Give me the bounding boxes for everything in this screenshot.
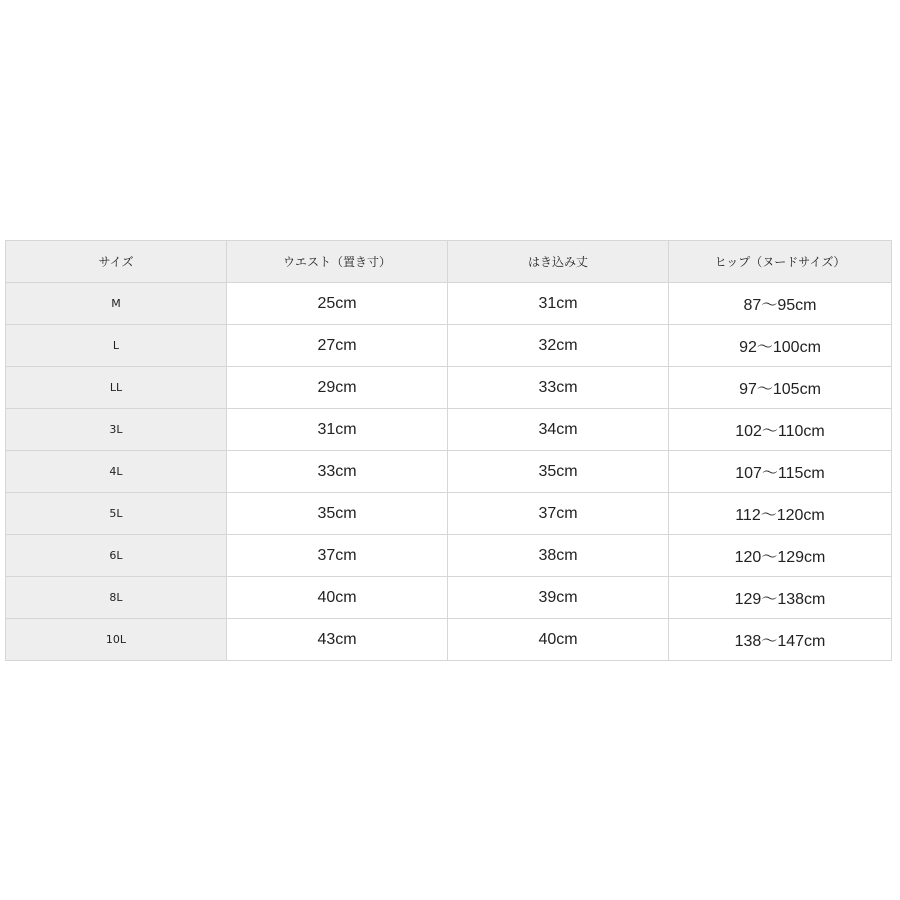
waist-cell: 40cm	[227, 577, 448, 619]
length-cell: 40cm	[448, 619, 669, 661]
length-cell: 31cm	[448, 283, 669, 325]
table-row	[6, 535, 892, 577]
table-row	[6, 577, 892, 619]
hip-cell: 87～95cm	[669, 283, 892, 325]
header-row	[6, 241, 892, 283]
length-cell: 33cm	[448, 367, 669, 409]
waist-cell: 25cm	[227, 283, 448, 325]
size-cell: 6L	[6, 535, 227, 577]
table-row	[6, 367, 892, 409]
header-size: サイズ	[6, 241, 227, 283]
header-hip: ヒップ（ヌードサイズ）	[669, 241, 892, 283]
hip-cell: 138～147cm	[669, 619, 892, 661]
table-row	[6, 451, 892, 493]
size-cell: L	[6, 325, 227, 367]
hip-cell: 112～120cm	[669, 493, 892, 535]
size-table-body	[6, 283, 892, 661]
length-cell: 38cm	[448, 535, 669, 577]
hip-cell: 129～138cm	[669, 577, 892, 619]
hip-cell: 107～115cm	[669, 451, 892, 493]
header-inseam-length: はき込み丈	[448, 241, 669, 283]
size-cell: 10L	[6, 619, 227, 661]
size-cell: 4L	[6, 451, 227, 493]
table-row	[6, 409, 892, 451]
hip-cell: 92～100cm	[669, 325, 892, 367]
size-cell: 3L	[6, 409, 227, 451]
header-waist: ウエスト（置き寸）	[227, 241, 448, 283]
table-row	[6, 325, 892, 367]
length-cell: 34cm	[448, 409, 669, 451]
table-row	[6, 283, 892, 325]
size-cell: M	[6, 283, 227, 325]
waist-cell: 27cm	[227, 325, 448, 367]
hip-cell: 97～105cm	[669, 367, 892, 409]
length-cell: 35cm	[448, 451, 669, 493]
hip-cell: 120～129cm	[669, 535, 892, 577]
length-cell: 32cm	[448, 325, 669, 367]
length-cell: 39cm	[448, 577, 669, 619]
table-row	[6, 493, 892, 535]
size-chart	[5, 240, 891, 661]
size-cell: 5L	[6, 493, 227, 535]
size-table	[5, 240, 892, 661]
waist-cell: 35cm	[227, 493, 448, 535]
size-cell: 8L	[6, 577, 227, 619]
table-row	[6, 619, 892, 661]
size-table-header	[6, 241, 892, 283]
size-cell: LL	[6, 367, 227, 409]
waist-cell: 37cm	[227, 535, 448, 577]
length-cell: 37cm	[448, 493, 669, 535]
hip-cell: 102～110cm	[669, 409, 892, 451]
waist-cell: 43cm	[227, 619, 448, 661]
waist-cell: 33cm	[227, 451, 448, 493]
waist-cell: 29cm	[227, 367, 448, 409]
waist-cell: 31cm	[227, 409, 448, 451]
